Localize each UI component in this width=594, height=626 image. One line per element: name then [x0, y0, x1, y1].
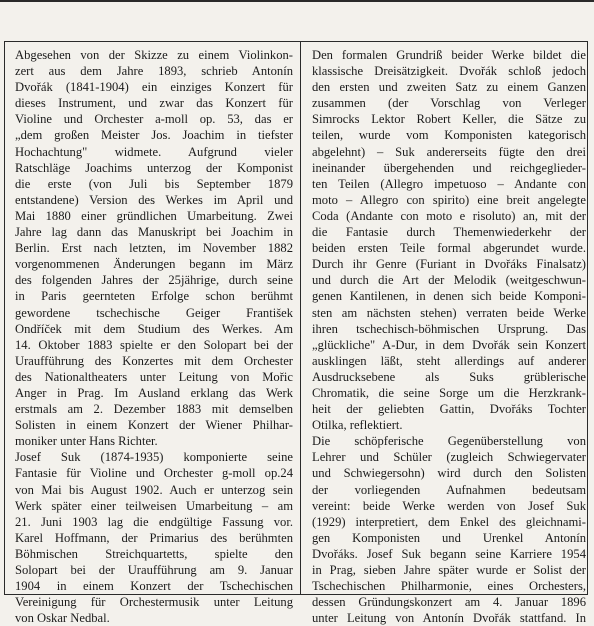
right-column-line: den ersten und zweiten Satz zu einem Ganzen: [312, 80, 586, 95]
right-column-line: zusammen (der Vorschlag von Verleger: [312, 96, 586, 111]
right-column-line: und durch die Art der Melodik (weitgeschwun-: [312, 273, 586, 288]
right-column-line: (1929) interpretiert, dem Enkel des gleichnami-: [312, 514, 586, 529]
left-column-line: Violine und Orchester a-moll op. 53, das er: [15, 112, 293, 127]
left-column-line: gewordene tschechische Geiger František: [15, 305, 293, 320]
right-column-line: vereint: beide Werke werden von Josef Suk: [312, 498, 586, 513]
left-column-line: Uraufführung des Konzertes mit dem Orchester: [15, 353, 293, 368]
left-column-line: Solisten in einem Konzert der Wiener Philhar-: [15, 418, 293, 433]
top-rule: [0, 0, 594, 2]
right-column-line: „glückliche" A-Dur, in dem Dvořák sein Konzert: [312, 337, 586, 352]
right-column-line: heit der geliebten Gattin, Dvořáks Tochter: [312, 402, 586, 417]
left-column-line: Solopart bei der Uraufführung am 9. Januar: [15, 563, 293, 577]
right-column-line: Chromatik, die seine Sorge um die Herzkrank-: [312, 385, 586, 400]
left-column-line: Ondříček mit dem Studium des Werkes. Am: [15, 321, 293, 336]
left-column-line: Fantasie für Violine und Orchester g-moll op.24: [15, 466, 293, 481]
left-column-line: des Nationaltheaters unter Leitung von Mořic: [15, 369, 293, 384]
right-column-line: moto – Allegro con spirito) eine breit angelegte: [312, 192, 586, 207]
right-column-line: beiden ersten Teile formal abgerundet wurde.: [312, 241, 586, 256]
right-column-line: ausklingen läßt, steht allerdings auf anderer: [312, 353, 586, 368]
left-column-line: von Oskar Nedbal.: [15, 611, 110, 626]
right-column-line: ihren tschechisch-böhmischen Ursprung. Das: [312, 321, 586, 336]
left-column-line: Werk später einer teilweisen Umarbeitung – am: [15, 498, 293, 513]
left-column-line: vorgenommenen Änderungen begann im März: [15, 257, 293, 272]
right-column-line: unter Leitung von Antonín Dvořák stattfand. In: [312, 611, 586, 626]
left-column-line: Dvořák (1841-1904) ein einziges Konzert für: [15, 80, 293, 95]
right-column-line: Tschechischen Philharmonie, eines Orchesters,: [312, 579, 586, 594]
left-column-line: zert aus dem Jahre 1893, schrieb Antonín: [15, 64, 293, 79]
column-divider: [300, 41, 301, 595]
right-column-line: Lehrer und Schüler (zugleich Schwiegervater: [312, 450, 586, 465]
right-column-line: Den formalen Grundriß beider Werke bildet die: [312, 48, 586, 62]
left-column-line: Jahre lag dann das Manuskript bei Joachim in: [15, 225, 293, 240]
right-column-line: Ausdrucksebene als Suks grüblerische: [312, 369, 586, 384]
right-column-line: ten Teilen (Allegro impetuoso – Andante con: [312, 176, 586, 191]
right-column-line: Simrocks Lektor Robert Keller, die Sätze zu: [312, 112, 586, 127]
right-column-line: genen Kantilenen, in denen sich beide Komponi-: [312, 289, 586, 304]
right-column-line: teilen, wurde vom Komponisten kategorisch: [312, 128, 586, 143]
left-column-line: erstmals am 2. Dezember 1883 mit demselben: [15, 402, 293, 417]
left-column-line: entstandene) Version des Werkes im April und: [15, 192, 293, 207]
left-column-line: Anger in Prag. Im Ausland erklang das Werk: [15, 385, 293, 400]
right-column-line: sten am nächsten stehen) verraten beide Werke: [312, 305, 586, 320]
left-column-line: Vereinigung für Orchestermusik unter Leitung: [15, 595, 293, 610]
left-column-line: Abgesehen von der Skizze zu einem Violinkon-: [15, 48, 293, 62]
right-column-line: dessen Gründungskonzert am 4. Januar 1896: [312, 595, 586, 610]
right-column-line: und Schwiegersohn) wird durch den Solisten: [312, 466, 586, 481]
right-column-line: die Fantasie durch Themenwiederkehr der: [312, 225, 586, 240]
left-column-line: Berlin. Erst nach letzten, im November 1882: [15, 241, 293, 256]
left-column-line: 1904 in einem Konzert der Tschechischen: [15, 579, 293, 594]
left-column-line: von Mai bis August 1902. Auch er unterzog sein: [15, 482, 293, 497]
left-column-line: in Paris geernteten Erfolge schon berühmt: [15, 289, 293, 304]
right-column-line: Die schöpferische Gegenüberstellung von: [312, 434, 586, 449]
left-column-line: „dem großen Meister Jos. Joachim in tiefster: [15, 128, 293, 143]
right-column-line: Dvořáks. Josef Suk begann seine Karriere 1954: [312, 546, 586, 561]
left-column-line: 21. Juni 1903 lag die endgültige Fassung vor.: [15, 514, 293, 529]
left-column-line: dieses Instrument, und zwar das Konzert für: [15, 96, 293, 111]
left-column-line: Josef Suk (1874-1935) komponierte seine: [15, 450, 293, 465]
right-column-line: ineinander übergehenden und reichgeglieder-: [312, 160, 586, 175]
right-column-line: Durch ihr Genre (Furiant in Dvořáks Finalsatz): [312, 257, 586, 272]
left-column-line: Hochachtung" widmete. Aufgrund vieler: [15, 144, 293, 159]
right-column-line: klassische Dreisätzigkeit. Dvořák schloß jedoch: [312, 64, 586, 79]
right-column-line: Otilka, reflektiert.: [312, 418, 403, 433]
right-column-line: gen Komponisten und Urenkel Antonín: [312, 530, 586, 545]
left-column-line: Mai 1880 einer gründlichen Umarbeitung. Zwei: [15, 208, 293, 223]
right-column-line: Coda (Andante con moto e risoluto) an, mit der: [312, 208, 586, 223]
left-column-line: 14. Oktober 1883 spielte er den Solopart bei der: [15, 337, 293, 352]
left-column-line: moniker unter Hans Richter.: [15, 434, 158, 449]
left-column-line: Ratschläge Joachims unterzog der Komponist: [15, 160, 293, 175]
right-column-line: der vorliegenden Aufnahmen bedeutsam: [312, 482, 586, 497]
right-column-line: abgelehnt) – Suk andererseits fügte den drei: [312, 144, 586, 159]
right-column: [312, 47, 586, 626]
left-column-line: Karel Hoffmann, der Primarius des berühmten: [15, 530, 293, 545]
left-column-line: Böhmischen Streichquartetts, spielte den: [15, 546, 293, 561]
left-column-line: die erste (von Juli bis September 1879: [15, 176, 293, 191]
left-column-line: des folgenden Jahres der 25jährige, durch seine: [15, 273, 293, 288]
right-column-line: in Prag, sieben Jahre später wurde er Solist der: [312, 563, 586, 577]
left-column: [15, 47, 293, 626]
